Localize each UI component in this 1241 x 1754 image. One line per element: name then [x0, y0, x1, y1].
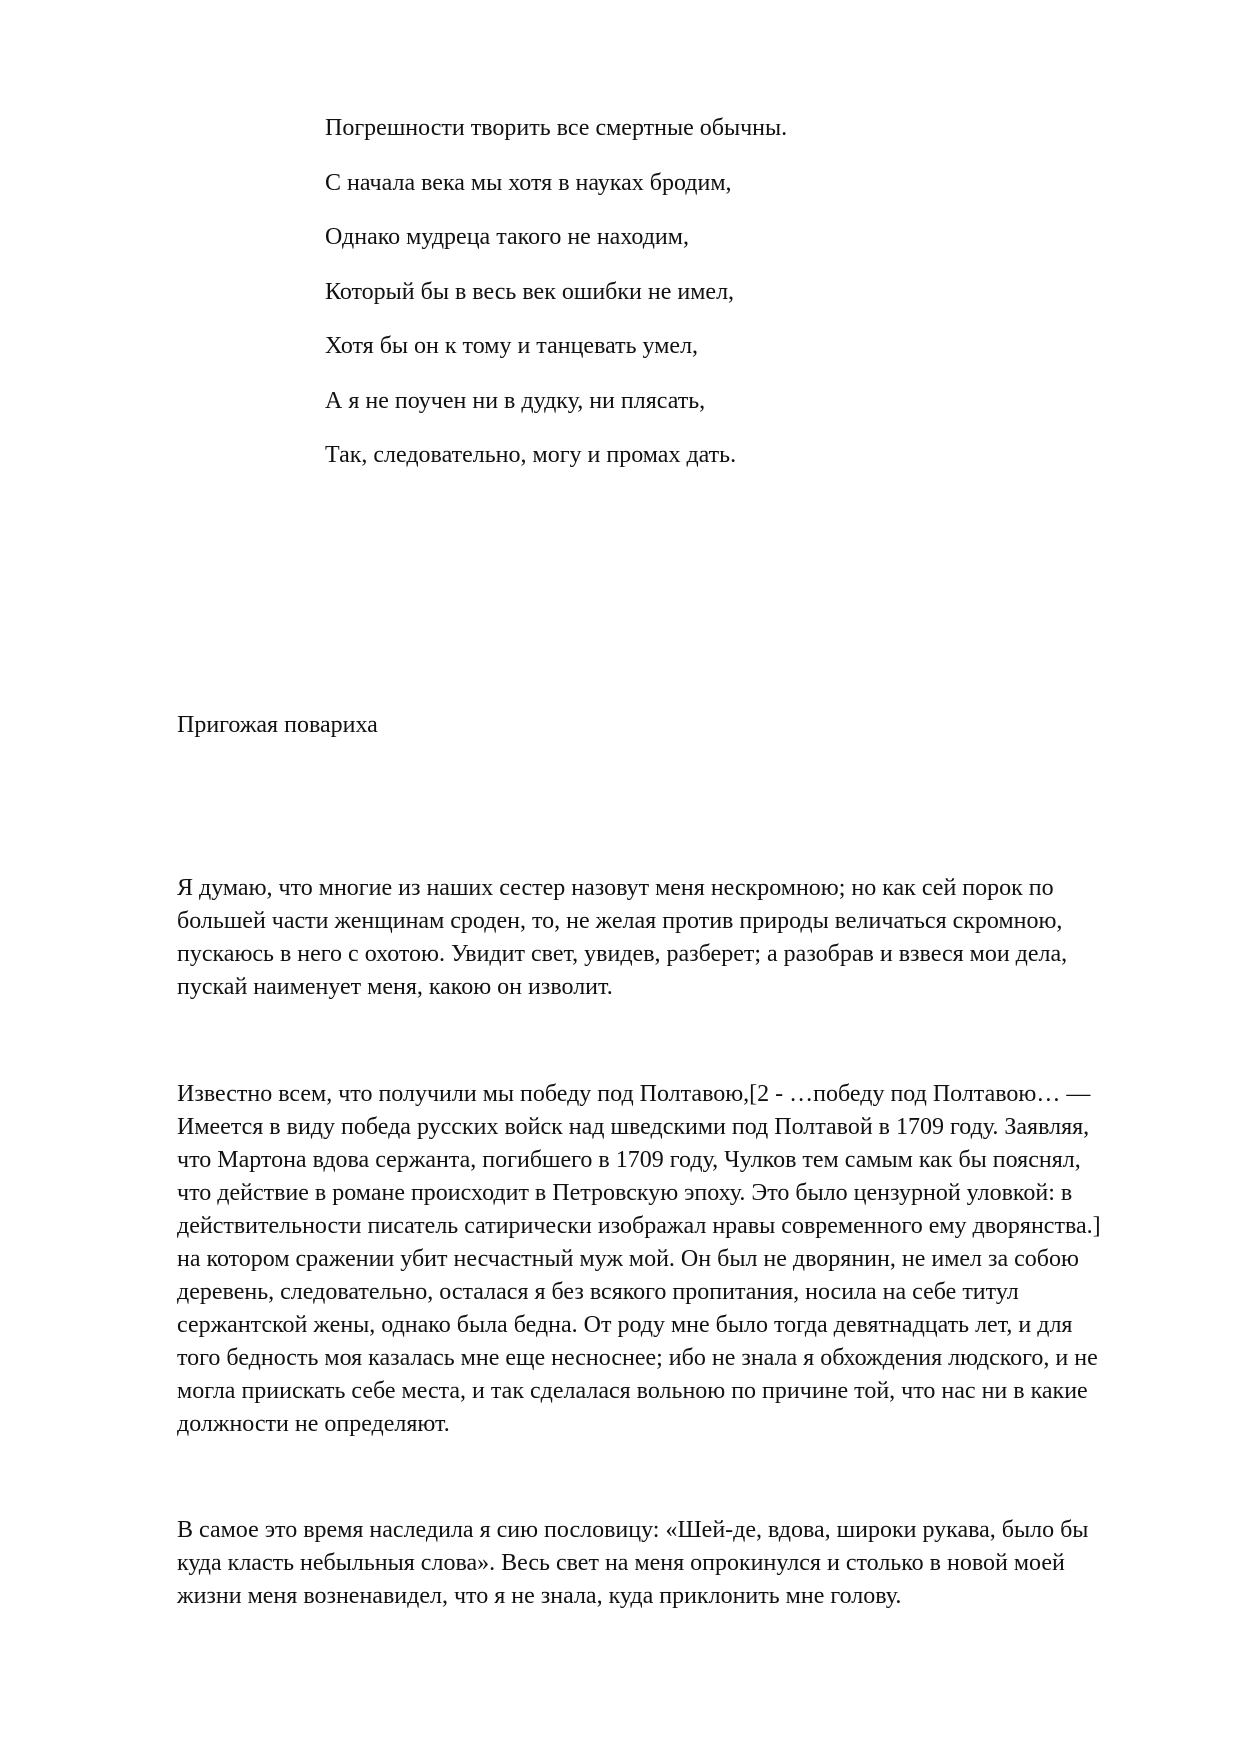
verse-line: Так, следовательно, могу и промах дать. [325, 442, 737, 468]
body-paragraph: Я думаю, что многие из наших сестер назовут меня нескромною; но как сей порок по большей части женщинам сроден, то, не желая против природы величаться скромною, пускаюсь в него с охотою. Увидит свет, увидев, разберет; а разобрав и взвеся мои дела, пускай наименует меня, какою он изволит. [177, 875, 1068, 1000]
verse-line: А я не поучен ни в дудку, ни плясать, [325, 387, 706, 414]
verse-block [325, 113, 1125, 495]
verse-line: С начала века мы хотя в науках бродим, [325, 169, 732, 196]
chapter-heading: Пригожая повариха [177, 712, 378, 738]
verse-line: Хотя бы он к тому и танцевать умел, [325, 333, 699, 359]
body-paragraph: Известно всем, что получили мы победу под Полтавою,[2 - …победу под Полтавою… — Имеется в виду победа русских войск над шведскими под Полтавой в 1709 году. Заявляя, что Мартона вдова сержанта, погибшего в 1709 году, Чулков тем самым как бы пояснял, что действие в романе происходит в Петровскую эпоху. Это было цензурной уловкой: в действительности писатель сатирически изображал нравы современного ему дворянства.] на котором сражении убит несчастный муж мой. Он был не дворянин, не имел за собою деревень, следовательно, осталася я без всякого пропитания, носила на себе титул сержантской жены, однако была бедна. От роду мне было тогда девятнадцать лет, и для того бедность моя казалась мне еще несноснее; ибо не знала я обхождения людского, и не могла приискать себе места, и так сделалася вольною по причине той, что нас ни в какие должности не определяют. [177, 1081, 1101, 1437]
verse-line: Погрешности творить все смертные обычны. [325, 115, 788, 141]
verse-line: Который бы в весь век ошибки не имел, [325, 278, 735, 305]
body-paragraph: В самое это время наследила я сию пословицу: «Шей-де, вдова, широки рукава, было бы куда класть небыльныя слова». Весь свет на меня опрокинулся и столько в новой моей жизни меня возненавидел, что я не знала, куда приклонить мне голову. [177, 1517, 1089, 1609]
verse-line: Однако мудреца такого не находим, [325, 224, 689, 250]
